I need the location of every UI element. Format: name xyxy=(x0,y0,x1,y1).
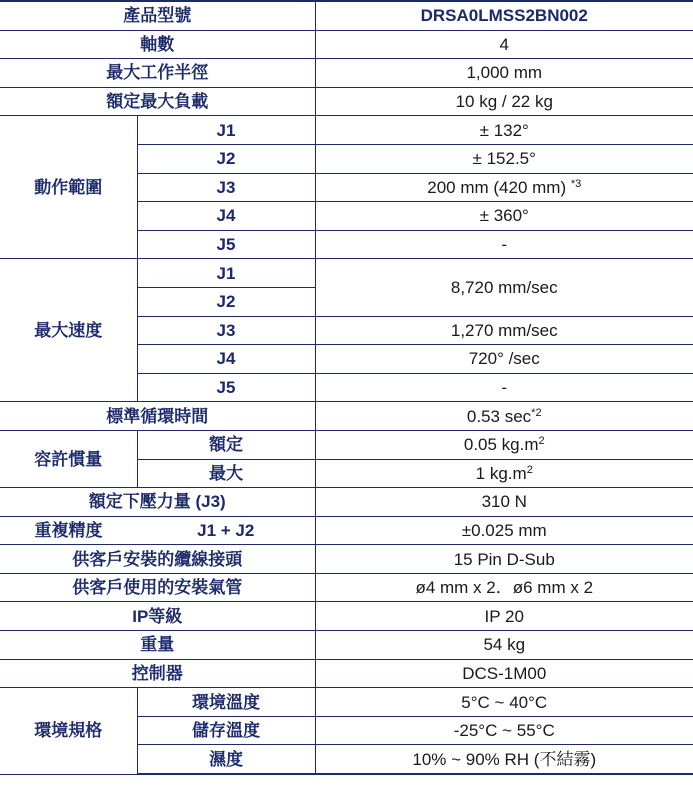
row-cycle-time xyxy=(0,402,693,431)
speed-joint-label: J1 xyxy=(137,259,315,288)
row-ip-rating xyxy=(0,602,693,631)
repeatability-joints: J1 + J2 xyxy=(137,516,315,545)
cycle-time-label: 標準循環時間 xyxy=(0,402,315,431)
row-repeatability xyxy=(0,516,693,545)
row-downforce xyxy=(0,488,693,517)
env-item-label: 儲存溫度 xyxy=(137,716,315,745)
row-air-tube xyxy=(0,573,693,602)
env-item-label: 環境溫度 xyxy=(137,688,315,717)
motion-joint-value: ± 132° xyxy=(315,116,693,145)
inertia-max-value: 1 $kg.m^2$ xyxy=(315,459,693,488)
speed-joint-label: J4 xyxy=(137,345,315,374)
row-max-radius xyxy=(0,59,693,88)
motion-joint-value: 200 mm (420 mm) $^{*3}$ xyxy=(315,173,693,202)
downforce-label: 額定下壓力量 (J3) xyxy=(0,488,315,517)
max-radius-label: 最大工作半徑 xyxy=(0,59,315,88)
row-cable-connector xyxy=(0,545,693,574)
inertia-rated-label: 額定 xyxy=(137,430,315,459)
speed-j1-j2-value: 8,720 mm/sec xyxy=(315,259,693,316)
air-tube-label: 供客戶使用的安裝氣管 xyxy=(0,573,315,602)
inertia-max-label: 最大 xyxy=(137,459,315,488)
row-motion-j1 xyxy=(0,116,693,145)
ip-rating-label: IP等級 xyxy=(0,602,315,631)
axes-label: 軸數 xyxy=(0,30,315,59)
max-radius-value: 1,000 mm xyxy=(315,59,693,88)
row-axes xyxy=(0,30,693,59)
motion-joint-label: J5 xyxy=(137,230,315,259)
motion-joint-label: J3 xyxy=(137,173,315,202)
max-speed-label: 最大速度 xyxy=(0,259,137,402)
speed-joint-label: J5 xyxy=(137,373,315,402)
speed-j4-value: 720° /sec xyxy=(315,345,693,374)
motion-joint-label: J1 xyxy=(137,116,315,145)
axes-value: 4 xyxy=(315,30,693,59)
ip-rating-value: IP 20 xyxy=(315,602,693,631)
row-model xyxy=(0,1,693,30)
inertia-rated-value: 0.05 $kg.m^2$ xyxy=(315,430,693,459)
row-speed-j1 xyxy=(0,259,693,288)
model-label: 產品型號 xyxy=(0,1,315,30)
speed-j5-value: - xyxy=(315,373,693,402)
env-item-value: -25°C ~ 55°C xyxy=(315,716,693,745)
row-weight xyxy=(0,631,693,660)
env-item-label: 濕度 xyxy=(137,745,315,774)
model-value: DRSA0LMSS2BN002 xyxy=(315,1,693,30)
cable-connector-value: 15 Pin D-Sub xyxy=(315,545,693,574)
motion-range-label: 動作範圍 xyxy=(0,116,137,259)
env-item-value: 10% ~ 90% RH (不結霧) xyxy=(315,745,693,774)
cycle-time-value: 0.53 $\sec^{*2}$ xyxy=(315,402,693,431)
speed-joint-label: J2 xyxy=(137,287,315,316)
rated-payload-value: 10 kg / 22 kg xyxy=(315,87,693,116)
speed-j3-value: 1,270 mm/sec xyxy=(315,316,693,345)
row-rated-payload xyxy=(0,87,693,116)
weight-value: 54 kg xyxy=(315,631,693,660)
row-controller xyxy=(0,659,693,688)
row-inertia-rated xyxy=(0,430,693,459)
environment-label: 環境規格 xyxy=(0,688,137,774)
controller-label: 控制器 xyxy=(0,659,315,688)
motion-joint-value: ± 360° xyxy=(315,202,693,231)
motion-joint-value: - xyxy=(315,230,693,259)
motion-joint-value: ± 152.5° xyxy=(315,144,693,173)
motion-joint-label: J4 xyxy=(137,202,315,231)
air-tube-value: ø4 mm x 2．ø6 mm x 2 xyxy=(315,573,693,602)
inertia-label: 容許慣量 xyxy=(0,430,137,487)
repeatability-label: 重複精度 xyxy=(0,516,137,545)
speed-joint-label: J3 xyxy=(137,316,315,345)
cable-connector-label: 供客戶安裝的纜線接頭 xyxy=(0,545,315,574)
downforce-value: 310 N xyxy=(315,488,693,517)
controller-value: DCS-1M00 xyxy=(315,659,693,688)
row-env-temp xyxy=(0,688,693,717)
env-item-value: 5°C ~ 40°C xyxy=(315,688,693,717)
footnote-mark: *3 xyxy=(570,177,582,190)
weight-label: 重量 xyxy=(0,631,315,660)
motion-joint-label: J2 xyxy=(137,144,315,173)
repeatability-value: ±0.025 mm xyxy=(315,516,693,545)
footnote-mark: *2 xyxy=(531,406,542,419)
rated-payload-label: 額定最大負載 xyxy=(0,87,315,116)
